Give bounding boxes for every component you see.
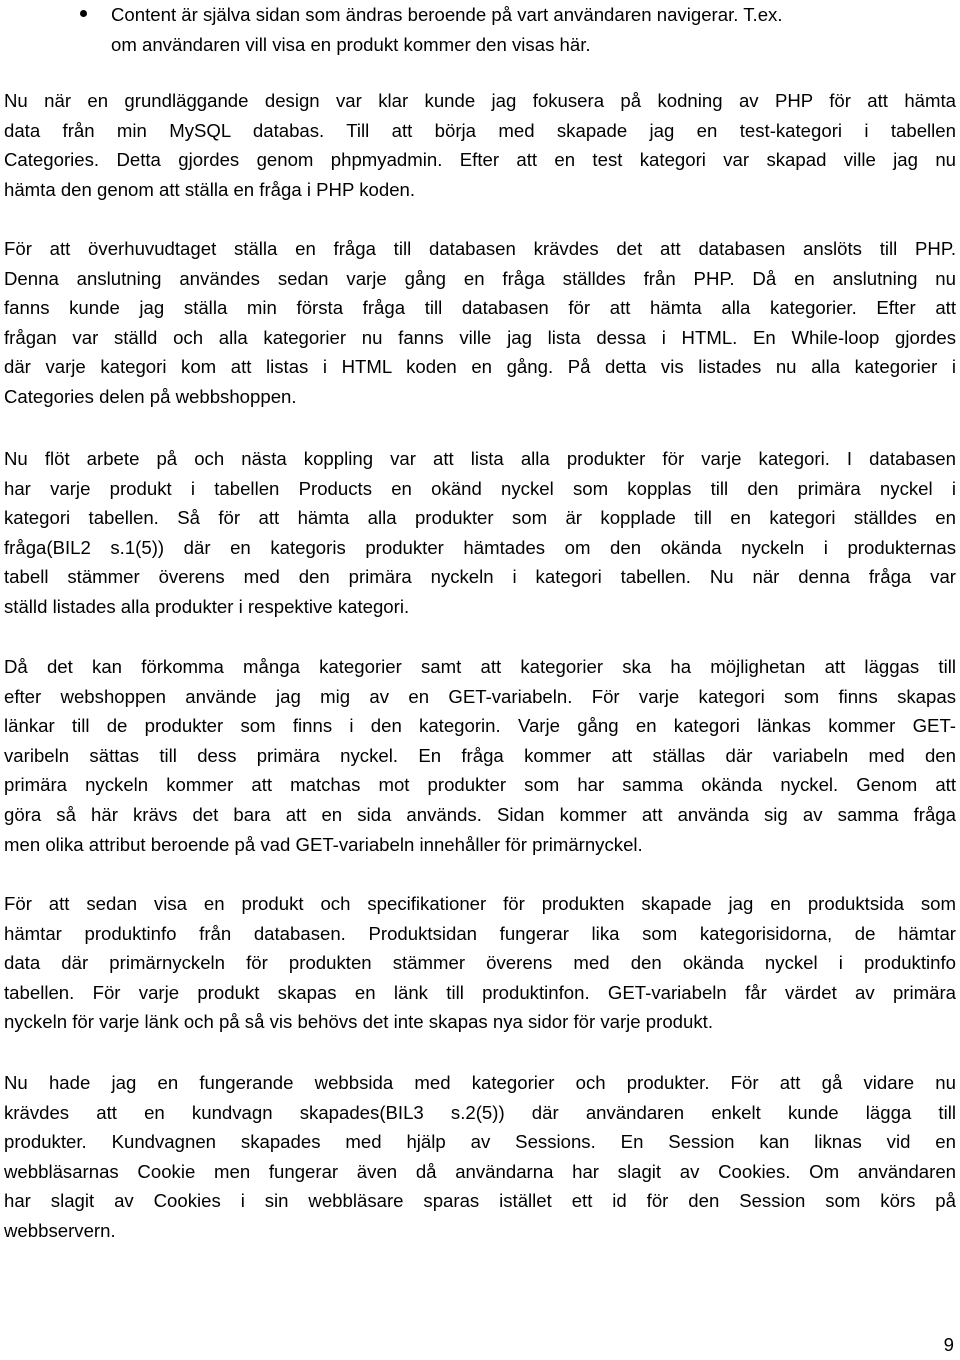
text-line: frågan var ställd och alla kategorier nu fanns ville jag lista dessa i HTML. En While-loop gjordes bbox=[4, 326, 956, 348]
text-line: efter webshoppen använde jag mig av en GET-variabeln. För varje kategori som finns skapas bbox=[4, 685, 956, 707]
paragraph-shopping-cart bbox=[4, 1068, 956, 1246]
text-line: men olika attribut beroende på vad GET-variabeln innehåller för primärnyckel. bbox=[4, 833, 643, 855]
text-line: Nu hade jag en fungerande webbsida med kategorier och produkter. För att gå vidare nu bbox=[4, 1072, 956, 1093]
text-line: Nu flöt arbete på och nästa koppling var att lista alla produkter för varje kategori. I databasen bbox=[4, 448, 956, 469]
text-line: tabell stämmer överens med den primära nyckeln i kategori tabellen. Nu när denna fråga var bbox=[4, 566, 956, 588]
text-line: hämtar produktinfo från databasen. Produktsidan fungerar lika som kategorisidorna, de hämtar bbox=[4, 922, 956, 944]
text-line: om användaren vill visa en produkt kommer den visas här. bbox=[111, 33, 591, 55]
text-line: primära nyckeln kommer att matchas mot produkter som har samma okända nyckel. Genom att bbox=[4, 774, 956, 796]
page-number: 9 bbox=[943, 1334, 954, 1355]
text-line: krävdes att en kundvagn skapades(BIL3 s.2(5)) där användaren enkelt kunde lägga till bbox=[4, 1101, 956, 1123]
text-line: har slagit av Cookies i sin webbläsare sparas istället ett id för den Session som körs på bbox=[4, 1190, 956, 1212]
text-line: där varje kategori kom att listas i HTML koden en gång. På detta vis listades nu alla kategorier i bbox=[4, 356, 956, 378]
text-line: tabellen. För varje produkt skapas en länk till produktinfon. GET-variabeln får värdet av primära bbox=[4, 981, 956, 1003]
text-line: data från min MySQL databas. Till att börja med skapade jag en test-kategori i tabellen bbox=[4, 119, 956, 141]
text-line: webbservern. bbox=[4, 1219, 116, 1241]
text-line: göra så här krävs det bara att en sida används. Sidan kommer att använda sig av samma fråga bbox=[4, 803, 956, 825]
text-line: För att överhuvudtaget ställa en fråga till databasen krävdes det att databasen anslöts till PHP. bbox=[4, 238, 956, 259]
text-line: kategori tabellen. Så för att hämta alla produkter som är kopplade till en kategori ställdes en bbox=[4, 507, 956, 529]
paragraph-product-page bbox=[4, 889, 956, 1037]
paragraph-php-mysql bbox=[4, 86, 956, 204]
text-line: webbläsarnas Cookie men fungerar även då användarna har slagit av Cookies. Om användaren bbox=[4, 1160, 956, 1182]
text-line: Nu när en grundläggande design var klar kunde jag fokusera på kodning av PHP för att hämta bbox=[4, 90, 956, 111]
text-line: nyckeln för varje länk och på så vis behövs det inte skapas nya sidor för varje produkt. bbox=[4, 1011, 713, 1033]
text-line: Categories delen på webbshoppen. bbox=[4, 385, 297, 407]
bullet-text bbox=[111, 0, 951, 59]
text-line: För att sedan visa en produkt och specifikationer för produkten skapade jag en produktsida som bbox=[4, 893, 956, 914]
paragraph-get-variable bbox=[4, 652, 956, 859]
text-line: har varje produkt i tabellen Products en okänd nyckel som kopplas till den primära nyckel i bbox=[4, 477, 956, 499]
text-line: data där primärnyckeln för produkten stämmer överens med den okända nyckel i produktinfo bbox=[4, 952, 956, 974]
text-line: Denna anslutning användes sedan varje gång en fråga ställdes från PHP. Då en anslutning nu bbox=[4, 267, 956, 289]
text-line: Då det kan förkomma många kategorier samt att kategorier ska ha möjlighetan att läggas till bbox=[4, 656, 956, 677]
text-line: varibeln sättas till dess primära nyckel. En fråga kommer att ställas där variabeln med den bbox=[4, 744, 956, 766]
text-line: länkar till de produkter som finns i den kategorin. Varje gång en kategori länkas kommer GET- bbox=[4, 715, 956, 737]
text-line: ställd listades alla produkter i respektive kategori. bbox=[4, 595, 410, 617]
paragraph-database-connection bbox=[4, 234, 956, 412]
text-line: Content är själva sidan som ändras beroende på vart användaren navigerar. T.ex. bbox=[111, 4, 783, 25]
paragraph-products bbox=[4, 444, 956, 622]
text-line: fråga(BIL2 s.1(5)) där en kategoris produkter hämtades om den okända nyckeln i produkternas bbox=[4, 536, 956, 558]
bullet-icon bbox=[80, 10, 87, 17]
text-line: produkter. Kundvagnen skapades med hjälp av Sessions. En Session kan liknas vid en bbox=[4, 1131, 956, 1153]
text-line: Categories. Detta gjordes genom phpmyadmin. Efter att en test kategori var skapad ville jag nu bbox=[4, 149, 956, 171]
text-line: hämta den genom att ställa en fråga i PHP koden. bbox=[4, 178, 416, 200]
text-line: fanns kunde jag ställa min första fråga till databasen för att hämta alla kategorier. Efter att bbox=[4, 297, 956, 319]
